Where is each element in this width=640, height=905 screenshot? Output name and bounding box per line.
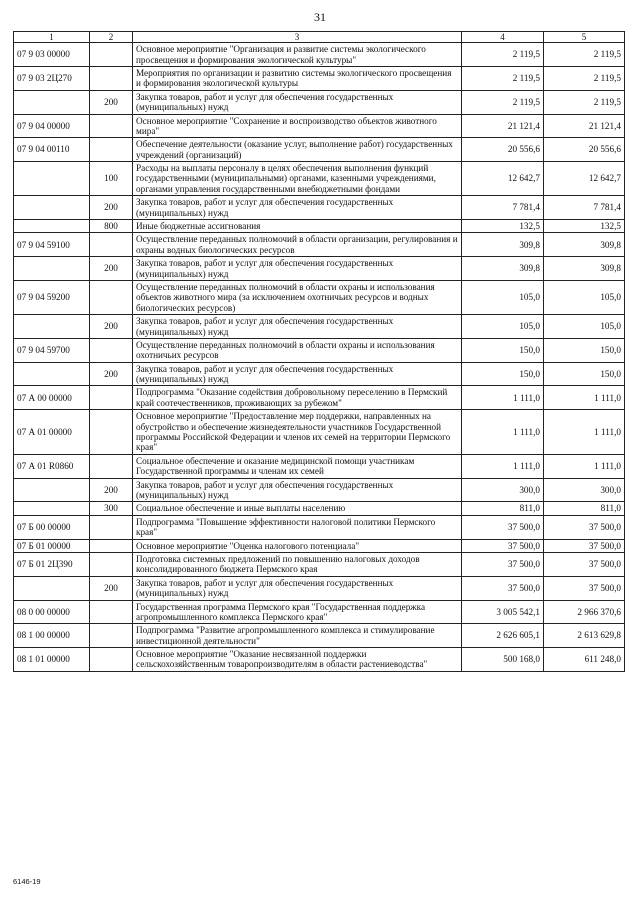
item-name-cell: Социальное обеспечение и оказание медицинской помощи участникам Государственной программы и членам их семей [133, 454, 462, 478]
amount-year2-cell: 1 111,0 [544, 410, 625, 455]
item-name-cell: Закупка товаров, работ и услуг для обеспечения государственных (муниципальных) нужд [133, 257, 462, 281]
target-code-cell [14, 478, 90, 502]
column-header-2: 2 [90, 32, 133, 43]
target-code-cell: 07 Б 01 2Ц390 [14, 552, 90, 576]
amount-year1-cell: 300,0 [462, 478, 544, 502]
item-name-cell: Иные бюджетные ассигнования [133, 220, 462, 233]
amount-year2-cell: 105,0 [544, 315, 625, 339]
item-name-cell: Подготовка системных предложений по повышению налоговых доходов консолидированного бюджета Пермского края [133, 552, 462, 576]
target-code-cell: 07 9 04 00000 [14, 114, 90, 138]
target-code-cell [14, 257, 90, 281]
target-code-cell: 07 9 04 59100 [14, 233, 90, 257]
amount-year1-cell: 500 168,0 [462, 648, 544, 672]
target-code-cell: 08 1 00 00000 [14, 624, 90, 648]
table-row [14, 257, 625, 281]
amount-year1-cell: 132,5 [462, 220, 544, 233]
amount-year2-cell: 2 119,5 [544, 43, 625, 67]
item-name-cell: Подпрограмма "Развитие агропромышленного комплекса и стимулирование инвестиционной деятельности" [133, 624, 462, 648]
table-row [14, 114, 625, 138]
target-code-cell [14, 220, 90, 233]
amount-year1-cell: 105,0 [462, 315, 544, 339]
amount-year1-cell: 21 121,4 [462, 114, 544, 138]
amount-year1-cell: 2 119,5 [462, 43, 544, 67]
table-row [14, 362, 625, 386]
amount-year1-cell: 150,0 [462, 338, 544, 362]
item-name-cell: Расходы на выплаты персоналу в целях обеспечения выполнения функций государственными (муниципальными) органами, казенными учреждениями, органами управления государственными внебюджетными фондами [133, 162, 462, 196]
budget-table [13, 31, 625, 672]
expense-type-cell: 200 [90, 315, 133, 339]
amount-year2-cell: 611 248,0 [544, 648, 625, 672]
document-code: 6146-19 [13, 877, 41, 886]
table-row [14, 386, 625, 410]
table-row [14, 280, 625, 314]
table-row [14, 196, 625, 220]
expense-type-cell [90, 233, 133, 257]
column-header-1: 1 [14, 32, 90, 43]
target-code-cell: 07 А 00 00000 [14, 386, 90, 410]
item-name-cell: Закупка товаров, работ и услуг для обеспечения государственных (муниципальных) нужд [133, 90, 462, 114]
target-code-cell: 07 А 01 R0860 [14, 454, 90, 478]
item-name-cell: Основное мероприятие "Оценка налогового потенциала" [133, 539, 462, 552]
target-code-cell [14, 315, 90, 339]
expense-type-cell: 200 [90, 362, 133, 386]
amount-year2-cell: 150,0 [544, 338, 625, 362]
table-row [14, 162, 625, 196]
amount-year1-cell: 2 626 605,1 [462, 624, 544, 648]
expense-type-cell [90, 43, 133, 67]
expense-type-cell [90, 66, 133, 90]
expense-type-cell: 200 [90, 257, 133, 281]
amount-year1-cell: 309,8 [462, 257, 544, 281]
item-name-cell: Осуществление переданных полномочий в области организации, регулирования и охраны водных биологических ресурсов [133, 233, 462, 257]
target-code-cell: 08 0 00 00000 [14, 600, 90, 624]
amount-year2-cell: 300,0 [544, 478, 625, 502]
item-name-cell: Закупка товаров, работ и услуг для обеспечения государственных (муниципальных) нужд [133, 576, 462, 600]
amount-year2-cell: 37 500,0 [544, 539, 625, 552]
expense-type-cell [90, 600, 133, 624]
table-row [14, 338, 625, 362]
item-name-cell: Закупка товаров, работ и услуг для обеспечения государственных (муниципальных) нужд [133, 315, 462, 339]
amount-year2-cell: 7 781,4 [544, 196, 625, 220]
expense-type-cell: 200 [90, 478, 133, 502]
item-name-cell: Обеспечение деятельности (оказание услуг, выполнение работ) государственных учреждений (организаций) [133, 138, 462, 162]
table-row [14, 410, 625, 455]
table-row [14, 478, 625, 502]
amount-year1-cell: 1 111,0 [462, 410, 544, 455]
amount-year1-cell: 37 500,0 [462, 576, 544, 600]
amount-year1-cell: 12 642,7 [462, 162, 544, 196]
amount-year2-cell: 105,0 [544, 280, 625, 314]
item-name-cell: Мероприятия по организации и развитию системы экологического просвещения и формирования экологической культуры [133, 66, 462, 90]
amount-year2-cell: 2 119,5 [544, 66, 625, 90]
table-row [14, 454, 625, 478]
item-name-cell: Подпрограмма "Повышение эффективности налоговой политики Пермского края" [133, 515, 462, 539]
amount-year1-cell: 309,8 [462, 233, 544, 257]
expense-type-cell: 200 [90, 90, 133, 114]
table-row [14, 90, 625, 114]
amount-year2-cell: 2 119,5 [544, 90, 625, 114]
target-code-cell [14, 162, 90, 196]
table-row [14, 552, 625, 576]
amount-year1-cell: 811,0 [462, 502, 544, 515]
expense-type-cell: 800 [90, 220, 133, 233]
amount-year2-cell: 811,0 [544, 502, 625, 515]
amount-year1-cell: 1 111,0 [462, 454, 544, 478]
amount-year1-cell: 2 119,5 [462, 90, 544, 114]
expense-type-cell [90, 114, 133, 138]
table-row [14, 539, 625, 552]
table-row [14, 648, 625, 672]
amount-year2-cell: 309,8 [544, 233, 625, 257]
target-code-cell: 07 9 04 00110 [14, 138, 90, 162]
target-code-cell: 07 9 03 2Ц270 [14, 66, 90, 90]
expense-type-cell [90, 624, 133, 648]
target-code-cell [14, 576, 90, 600]
table-row [14, 66, 625, 90]
item-name-cell: Осуществление переданных полномочий в области охраны и использования объектов животного мира (за исключением охотничьих ресурсов и водных биологических ресурсов) [133, 280, 462, 314]
target-code-cell [14, 502, 90, 515]
target-code-cell: 07 9 04 59700 [14, 338, 90, 362]
target-code-cell: 07 Б 00 00000 [14, 515, 90, 539]
item-name-cell: Основное мероприятие "Сохранение и воспроизводство объектов животного мира" [133, 114, 462, 138]
expense-type-cell [90, 410, 133, 455]
column-number-row [14, 32, 625, 43]
target-code-cell: 07 А 01 00000 [14, 410, 90, 455]
target-code-cell [14, 90, 90, 114]
amount-year1-cell: 37 500,0 [462, 552, 544, 576]
table-row [14, 315, 625, 339]
target-code-cell: 07 9 04 59200 [14, 280, 90, 314]
item-name-cell: Осуществление переданных полномочий в области охраны и использования охотничьих ресурсов [133, 338, 462, 362]
expense-type-cell: 200 [90, 196, 133, 220]
table-row [14, 138, 625, 162]
amount-year2-cell: 1 111,0 [544, 386, 625, 410]
expense-type-cell: 300 [90, 502, 133, 515]
target-code-cell: 08 1 01 00000 [14, 648, 90, 672]
expense-type-cell [90, 648, 133, 672]
table-row [14, 43, 625, 67]
amount-year2-cell: 1 111,0 [544, 454, 625, 478]
item-name-cell: Основное мероприятие "Организация и развитие системы экологического просвещения и формирования экологической культуры" [133, 43, 462, 67]
amount-year2-cell: 2 966 370,6 [544, 600, 625, 624]
expense-type-cell [90, 515, 133, 539]
amount-year1-cell: 150,0 [462, 362, 544, 386]
item-name-cell: Закупка товаров, работ и услуг для обеспечения государственных (муниципальных) нужд [133, 478, 462, 502]
expense-type-cell: 200 [90, 576, 133, 600]
item-name-cell: Основное мероприятие "Предоставление мер поддержки, направленных на обустройство и обеспечение жизнедеятельности участников Государственной программы Российской Федерации и членов их семей на территории Пермского края" [133, 410, 462, 455]
expense-type-cell [90, 280, 133, 314]
amount-year2-cell: 37 500,0 [544, 576, 625, 600]
table-row [14, 624, 625, 648]
amount-year1-cell: 2 119,5 [462, 66, 544, 90]
expense-type-cell: 100 [90, 162, 133, 196]
item-name-cell: Закупка товаров, работ и услуг для обеспечения государственных (муниципальных) нужд [133, 362, 462, 386]
expense-type-cell [90, 552, 133, 576]
item-name-cell: Закупка товаров, работ и услуг для обеспечения государственных (муниципальных) нужд [133, 196, 462, 220]
amount-year2-cell: 132,5 [544, 220, 625, 233]
target-code-cell [14, 362, 90, 386]
expense-type-cell [90, 454, 133, 478]
table-row [14, 233, 625, 257]
target-code-cell [14, 196, 90, 220]
expense-type-cell [90, 386, 133, 410]
page-number: 31 [314, 10, 326, 24]
table-row [14, 576, 625, 600]
amount-year2-cell: 12 642,7 [544, 162, 625, 196]
expense-type-cell [90, 539, 133, 552]
amount-year2-cell: 20 556,6 [544, 138, 625, 162]
column-header-5: 5 [544, 32, 625, 43]
column-header-4: 4 [462, 32, 544, 43]
expense-type-cell [90, 338, 133, 362]
table-row [14, 515, 625, 539]
target-code-cell: 07 Б 01 00000 [14, 539, 90, 552]
target-code-cell: 07 9 03 00000 [14, 43, 90, 67]
amount-year1-cell: 20 556,6 [462, 138, 544, 162]
table-row [14, 220, 625, 233]
amount-year1-cell: 37 500,0 [462, 515, 544, 539]
amount-year1-cell: 37 500,0 [462, 539, 544, 552]
amount-year2-cell: 37 500,0 [544, 515, 625, 539]
table-row [14, 502, 625, 515]
amount-year1-cell: 105,0 [462, 280, 544, 314]
table-row [14, 600, 625, 624]
amount-year2-cell: 21 121,4 [544, 114, 625, 138]
amount-year2-cell: 2 613 629,8 [544, 624, 625, 648]
item-name-cell: Подпрограмма "Оказание содействия добровольному переселению в Пермский край соотечественников, проживающих за рубежом" [133, 386, 462, 410]
amount-year1-cell: 3 005 542,1 [462, 600, 544, 624]
item-name-cell: Государственная программа Пермского края "Государственная поддержка агропромышленного комплекса Пермского края" [133, 600, 462, 624]
amount-year2-cell: 37 500,0 [544, 552, 625, 576]
expense-type-cell [90, 138, 133, 162]
amount-year2-cell: 150,0 [544, 362, 625, 386]
item-name-cell: Социальное обеспечение и иные выплаты населению [133, 502, 462, 515]
column-header-3: 3 [133, 32, 462, 43]
amount-year1-cell: 1 111,0 [462, 386, 544, 410]
item-name-cell: Основное мероприятие "Оказание несвязанной поддержки сельскохозяйственным товаропроизводителям в области растениеводства" [133, 648, 462, 672]
amount-year1-cell: 7 781,4 [462, 196, 544, 220]
amount-year2-cell: 309,8 [544, 257, 625, 281]
